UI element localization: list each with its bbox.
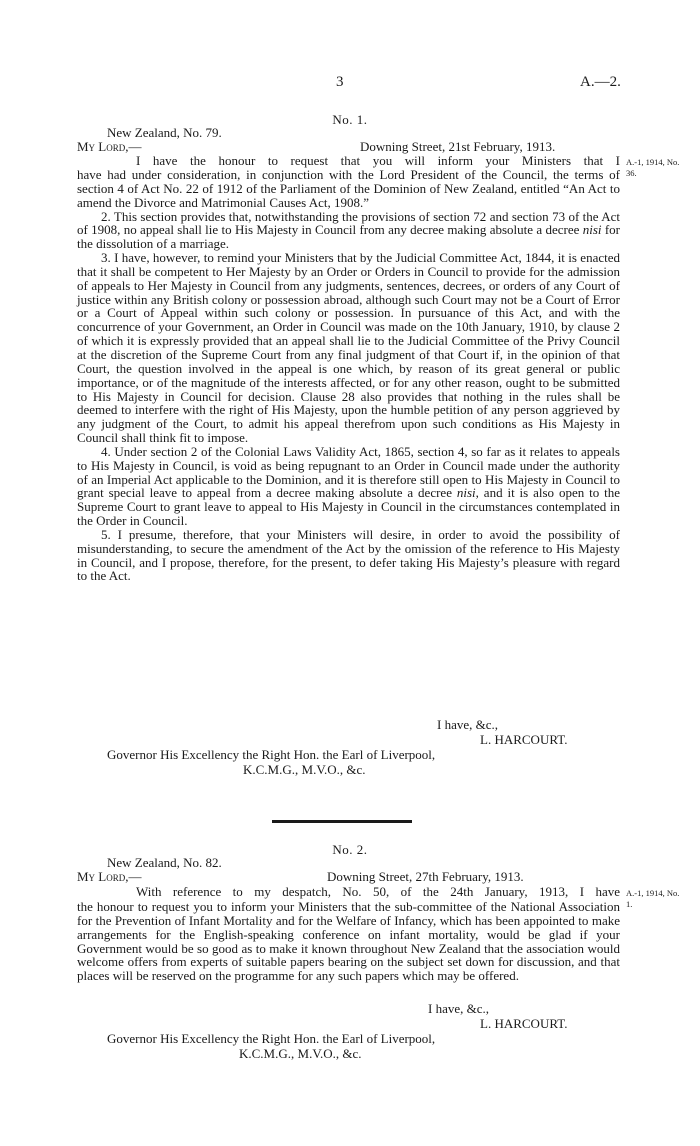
letter-1-paragraph-4: 4. Under section 2 of the Colonial Laws Validity Act, 1865, section 4, so far as it relates to appeals to His Majesty in Council, is void as being repugnant to an Order in Council made under the authority of an Imperial Act applicable to the Dominion, and it is therefore still open to His Majesty in Council to grant special leave to appeal from a decree making absolute a decree nisi, and it is also open to the Supreme Court to grant leave to appeal to His Majesty in Council in the circumstances contemplated in the Order in Council. [77,443,620,529]
document-reference: A.—2. [580,74,621,90]
letter-2-closing: I have, &c., [428,1001,490,1016]
letter-1-paragraph-1: have had under consideration, in conjunction with the Lord President of the Council, the terms of section 4 of Act No. 22 of 1912 of the Parliament of the Dominion of New Zealand, entitled “An Act to amend the Divorce and Matrimonial Causes Act, 1908.” [77,167,620,210]
letter-1-body [77,168,620,583]
letter-1-paragraph-3: 3. I have, however, to remind your Ministers that by the Judicial Committee Act, 1844, it is enacted that it shall be competent to Her Majesty by an Order or Orders in Council to provide for the admission of appeals to Her Majesty in Council from any judgments, sentences, decrees, or orders of any Court of justice within any British colony or possession abroad, although such Court may not be a Court of Error or a Court of Appeal within such colony or possession. In pursuance of this Act, and with the concurrence of your Government, an Order in Council was made on the 10th January, 1910, by clause 2 of which it is expressly provided that an appeal shall lie to the Judicial Committee of the Privy Council at the discretion of the Supreme Court from any final judgment of that Court if, in the opinion of that Court, the question involved in the appeal is one which, by reason of its great general or public importance, or of the magnitude of the interests affected, or for any other reason, ought to be submitted to His Majesty in Council for decision. Clause 28 also provides that nothing in the rules shall be deemed to interfere with the right of His Majesty, upon the humble petition of any person aggrieved by any judgment of the Court, to admit his appeal therefrom upon such conditions as His Majesty in Council shall think fit to impose. [77,250,620,446]
letter-1-reference: New Zealand, No. 79. [107,125,222,140]
letter-2-paragraph-1: the honour to request you to inform your Ministers that the sub-committee of the National Association for the Prevention of Infant Mortality and for the Welfare of Infancy, which has been appointed to make arrangements for the English-speaking conference on infant mortality, would be glad if your Government would be so good as to make it known throughout New Zealand that the association would welcome offers from experts of suitable papers bearing on the subject set down for discussion, and that places will be reserved on the programme for any such papers which may be offered. [77,899,620,984]
letter-1-place-date: Downing Street, 21st February, 1913. [360,139,556,154]
letter-1-addressee-line-2: K.C.M.G., M.V.O., &c. [243,762,366,777]
letter-2-salutation: My Lord,— [77,869,142,884]
letter-2-signature: L. HARCOURT. [480,1016,568,1031]
letter-1-salutation: My Lord,— [77,139,142,154]
letter-1-margin-note: A.-1, 1914, No. 36. [626,157,680,178]
letter-2-number: No. 2. [332,842,368,857]
letter-2-body [77,900,620,983]
letter-1-signature: L. HARCOURT. [480,732,568,747]
letter-2-first-line: With reference to my despatch, No. 50, of the 24th January, 1913, I have [136,884,620,899]
letter-2-place-date: Downing Street, 27th February, 1913. [327,869,524,884]
letter-1-number: No. 1. [332,112,368,127]
letter-2-margin-note: A.-1, 1914, No. 1. [626,888,680,909]
letter-1-paragraph-5: 5. I presume, therefore, that your Ministers will desire, in order to avoid the possibility of misunderstanding, to secure the amendment of the Act by the omission of the reference to His Majesty in Council, and I propose, therefore, for the present, to defer taking His Majesty’s pleasure with regard to the Act. [77,526,620,584]
letter-1-paragraph-2: 2. This section provides that, notwithstanding the provisions of section 72 and section 73 of the Act of 1908, no appeal shall lie to His Majesty in Council from any decree making absolute a decree nisi for the dissolution of a marriage. [77,208,620,252]
page-number: 3 [336,74,344,90]
letter-1-closing: I have, &c., [437,717,499,732]
letter-2-addressee-line-2: K.C.M.G., M.V.O., &c. [239,1046,362,1061]
letter-2-addressee-line-1: Governor His Excellency the Right Hon. the Earl of Liverpool, [107,1031,436,1046]
letter-1-first-line: I have the honour to request that you will inform your Ministers that I [136,153,620,168]
letter-2-reference: New Zealand, No. 82. [107,855,222,870]
letter-1-addressee-line-1: Governor His Excellency the Right Hon. the Earl of Liverpool, [107,747,436,762]
section-divider [272,820,412,823]
